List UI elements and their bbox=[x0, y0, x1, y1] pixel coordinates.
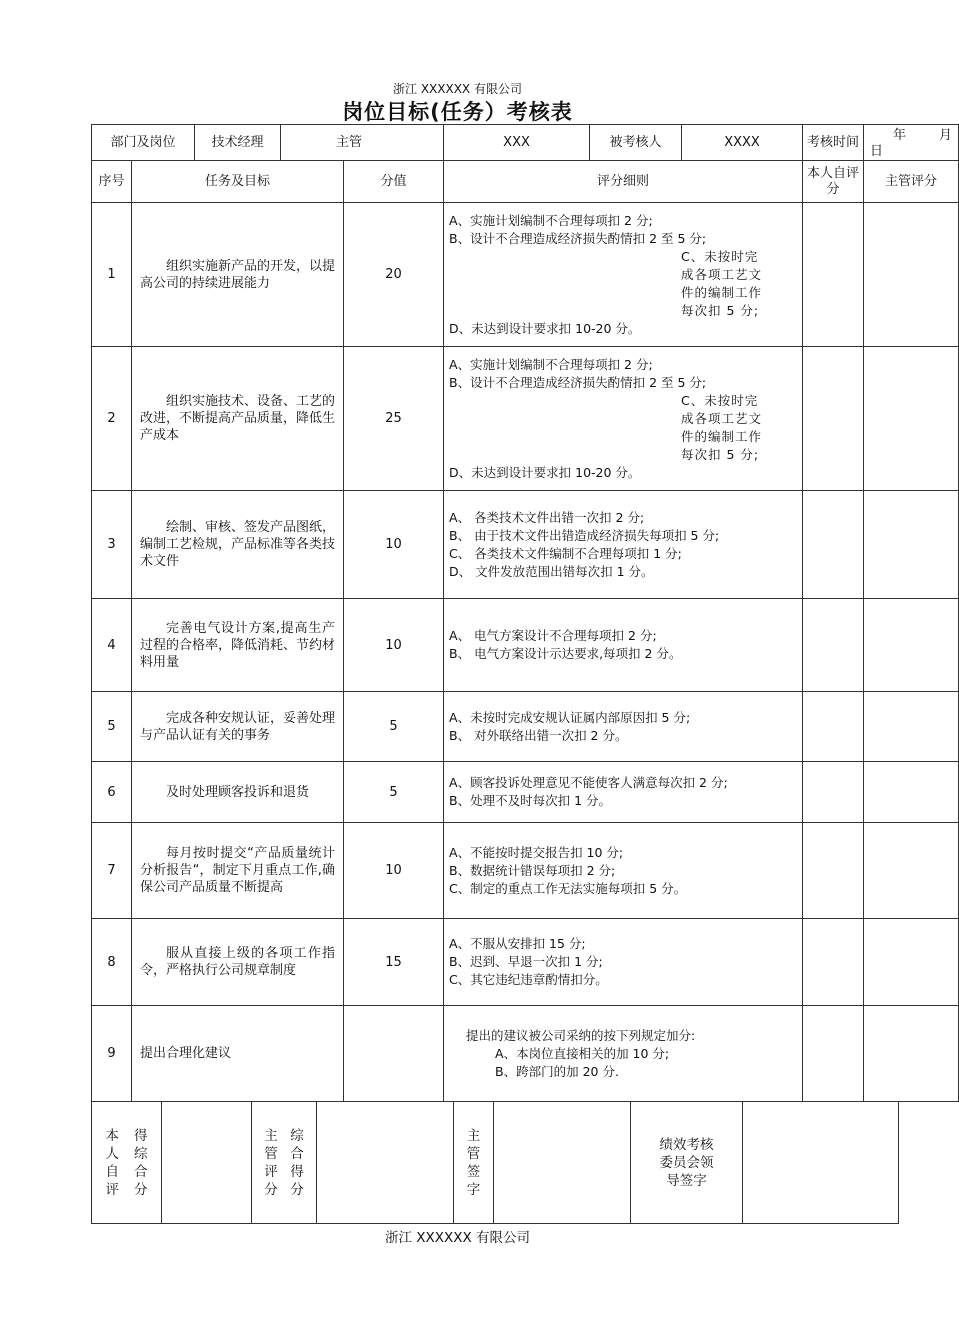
self-total-text: 本 得 人 综 自 合 评 分 bbox=[105, 1127, 148, 1198]
manager-score-cell[interactable] bbox=[864, 491, 959, 599]
row-no: 3 bbox=[92, 491, 132, 599]
criterion: B、迟到、早退一次扣 1 分; bbox=[449, 954, 603, 969]
self-score-cell[interactable] bbox=[803, 347, 864, 491]
criterion: A、本岗位直接相关的加 10 分; bbox=[495, 1045, 670, 1061]
dept-label: 部门及岗位 bbox=[92, 125, 195, 161]
row-task bbox=[132, 347, 344, 491]
col-self-score: 本人自评分 bbox=[803, 161, 864, 203]
criterion: B、 对外联络出错一次扣 2 分。 bbox=[449, 727, 628, 743]
self-score-cell[interactable] bbox=[803, 491, 864, 599]
row-score: 25 bbox=[344, 347, 444, 491]
self-score-cell[interactable] bbox=[803, 1006, 864, 1102]
row-criteria bbox=[444, 1006, 803, 1102]
criterion: 提出的建议被公司采纳的按下列规定加分: bbox=[466, 1027, 696, 1043]
task-text: 完成各种安规认证，妥善处理与产品认证有关的事务 bbox=[140, 710, 336, 743]
row-no: 6 bbox=[92, 762, 132, 823]
committee-sign-label bbox=[631, 1102, 743, 1224]
criterion: D、 文件发放范围出错每次扣 1 分。 bbox=[449, 563, 654, 579]
criterion: C、制定的重点工作无法实施每项扣 5 分。 bbox=[449, 880, 687, 896]
criterion: A、不能按时提交报告扣 10 分; bbox=[449, 844, 624, 860]
self-score-cell[interactable] bbox=[803, 203, 864, 347]
row-task bbox=[132, 919, 344, 1006]
manager-total-cell[interactable] bbox=[317, 1102, 454, 1224]
criterion: A、顾客投诉处理意见不能使客人满意每次扣 2 分; bbox=[449, 775, 728, 790]
row-score: 20 bbox=[344, 203, 444, 347]
row-task bbox=[132, 692, 344, 762]
table-row bbox=[92, 203, 959, 347]
table-row bbox=[92, 347, 959, 491]
self-score-cell[interactable] bbox=[803, 692, 864, 762]
row-no: 7 bbox=[92, 823, 132, 919]
criterion: B、设计不合理造成经济损失酌情扣 2 至 5 分; bbox=[449, 230, 707, 246]
table-row bbox=[92, 762, 959, 823]
criterion: C、未按时完成各项工艺文件的编制工作每次扣 5 分; bbox=[681, 392, 763, 462]
row-criteria bbox=[444, 347, 803, 491]
row-criteria bbox=[444, 599, 803, 692]
task-text: 绘制、审核、签发产品图纸，编制工艺检规，产品标准等各类技术文件 bbox=[140, 520, 336, 569]
row-task bbox=[132, 823, 344, 919]
task-text: 组织实施新产品的开发，以提高公司的持续进展能力 bbox=[140, 258, 336, 291]
row-criteria bbox=[444, 823, 803, 919]
company-name-top: 浙江 XXXXXX 有限公司 bbox=[393, 82, 522, 96]
date-cell bbox=[864, 125, 959, 161]
criterion: B、处理不及时每次扣 1 分。 bbox=[449, 793, 612, 808]
time-label: 考核时间 bbox=[803, 125, 864, 161]
self-score-cell[interactable] bbox=[803, 762, 864, 823]
row-task: 提出合理化建议 bbox=[132, 1006, 344, 1102]
criterion: A、实施计划编制不合理每项扣 2 分; bbox=[449, 356, 653, 372]
criterion: D、未达到设计要求扣 10-20 分。 bbox=[449, 464, 641, 480]
criterion: C、未按时完成各项工艺文件的编制工作每次扣 5 分; bbox=[681, 248, 763, 318]
criterion: B、设计不合理造成经济损失酌情扣 2 至 5 分; bbox=[449, 374, 707, 390]
row-no: 5 bbox=[92, 692, 132, 762]
task-text: 组织实施技术、设备、工艺的改进，不断提高产品质量，降低生产成本 bbox=[140, 394, 336, 443]
manager-score-cell[interactable] bbox=[864, 203, 959, 347]
manager-score-cell[interactable] bbox=[864, 692, 959, 762]
task-text: 每月按时提交“产品质量统计分析报告“，制定下月重点工作,确保公司产品质量不断提高 bbox=[140, 846, 336, 895]
committee-sign-cell[interactable] bbox=[743, 1102, 899, 1224]
table-row bbox=[92, 823, 959, 919]
task-text: 及时处理顾客投诉和退货 bbox=[166, 784, 310, 800]
row-no: 9 bbox=[92, 1006, 132, 1102]
committee-sign-text: 绩效考核委员会领导签字 bbox=[659, 1136, 714, 1189]
manager-sign-label bbox=[454, 1102, 494, 1224]
assessee-label: 被考核人 bbox=[590, 125, 682, 161]
month-label: 月 bbox=[939, 128, 953, 143]
row-criteria bbox=[444, 919, 803, 1006]
col-no: 序号 bbox=[92, 161, 132, 203]
page-title: 岗位目标(任务）考核表 bbox=[342, 100, 573, 124]
self-score-cell[interactable] bbox=[803, 599, 864, 692]
table-row bbox=[92, 919, 959, 1006]
row-score: 10 bbox=[344, 491, 444, 599]
col-manager-score: 主管评分 bbox=[864, 161, 959, 203]
table-row bbox=[92, 692, 959, 762]
row-criteria bbox=[444, 491, 803, 599]
criterion: B、数据统计错误每项扣 2 分; bbox=[449, 862, 616, 878]
year-label: 年 bbox=[893, 128, 907, 143]
table-row bbox=[92, 1006, 959, 1102]
table-row bbox=[92, 599, 959, 692]
col-score: 分值 bbox=[344, 161, 444, 203]
criterion: A、 各类技术文件出错一次扣 2 分; bbox=[449, 509, 645, 525]
manager-score-cell[interactable] bbox=[864, 599, 959, 692]
table-row bbox=[92, 491, 959, 599]
self-total-label bbox=[92, 1102, 162, 1224]
row-score: 15 bbox=[344, 919, 444, 1006]
row-no: 4 bbox=[92, 599, 132, 692]
row-no: 1 bbox=[92, 203, 132, 347]
company-name-bottom: 浙江 XXXXXX 有限公司 bbox=[384, 1230, 531, 1246]
manager-score-cell[interactable] bbox=[864, 347, 959, 491]
dept-value: 技术经理 bbox=[195, 125, 281, 161]
row-criteria bbox=[444, 203, 803, 347]
manager-score-cell[interactable] bbox=[864, 823, 959, 919]
criterion: A、 电气方案设计不合理每项扣 2 分; bbox=[449, 628, 657, 643]
manager-sign-cell[interactable] bbox=[494, 1102, 631, 1224]
signature-table bbox=[91, 1101, 899, 1224]
row-score bbox=[344, 1006, 444, 1102]
criterion: B、 电气方案设计示达要求,每项扣 2 分。 bbox=[449, 646, 682, 661]
criterion: A、实施计划编制不合理每项扣 2 分; bbox=[449, 212, 653, 228]
manager-score-cell[interactable] bbox=[864, 762, 959, 823]
self-score-cell[interactable] bbox=[803, 823, 864, 919]
task-text: 服从直接上级的各项工作指令，严格执行公司规章制度 bbox=[140, 946, 336, 978]
criterion: B、 由于技术文件出错造成经济损失每项扣 5 分; bbox=[449, 527, 720, 543]
supervisor-label: 主管 bbox=[281, 125, 444, 161]
col-task: 任务及目标 bbox=[132, 161, 344, 203]
row-task bbox=[132, 203, 344, 347]
row-no: 8 bbox=[92, 919, 132, 1006]
criterion: A、未按时完成安规认证属内部原因扣 5 分; bbox=[449, 709, 691, 725]
row-score: 10 bbox=[344, 599, 444, 692]
row-criteria bbox=[444, 692, 803, 762]
col-criteria: 评分细则 bbox=[444, 161, 803, 203]
row-criteria bbox=[444, 762, 803, 823]
manager-score-cell[interactable] bbox=[864, 1006, 959, 1102]
criterion: B、跨部门的加 20 分. bbox=[495, 1063, 619, 1079]
row-score: 10 bbox=[344, 823, 444, 919]
task-text: 完善电气设计方案,提高生产过程的合格率，降低消耗、节约材料用量 bbox=[140, 620, 336, 670]
row-score: 5 bbox=[344, 762, 444, 823]
self-total-cell[interactable] bbox=[162, 1102, 252, 1224]
manager-total-label bbox=[252, 1102, 317, 1224]
self-score-cell[interactable] bbox=[803, 919, 864, 1006]
criterion: C、其它违纪违章酌情扣分。 bbox=[449, 972, 608, 987]
supervisor-value: XXX bbox=[444, 125, 590, 161]
assessee-value: XXXX bbox=[682, 125, 803, 161]
criterion: D、未达到设计要求扣 10-20 分。 bbox=[449, 320, 641, 336]
row-task bbox=[132, 491, 344, 599]
manager-total-text: 主 综 管 合 评 得 分 分 bbox=[264, 1127, 304, 1198]
column-header-row bbox=[92, 161, 959, 203]
row-no: 2 bbox=[92, 347, 132, 491]
day-label: 日 bbox=[870, 144, 884, 159]
row-task bbox=[132, 762, 344, 823]
assessment-table bbox=[91, 124, 959, 1102]
criterion: C、 各类技术文件编制不合理每项扣 1 分; bbox=[449, 545, 682, 561]
row-score: 5 bbox=[344, 692, 444, 762]
manager-sign-text: 主 管 签 字 bbox=[466, 1127, 481, 1198]
row-task bbox=[132, 599, 344, 692]
criterion: A、不服从安排扣 15 分; bbox=[449, 936, 586, 951]
info-row bbox=[92, 125, 959, 161]
manager-score-cell[interactable] bbox=[864, 919, 959, 1006]
